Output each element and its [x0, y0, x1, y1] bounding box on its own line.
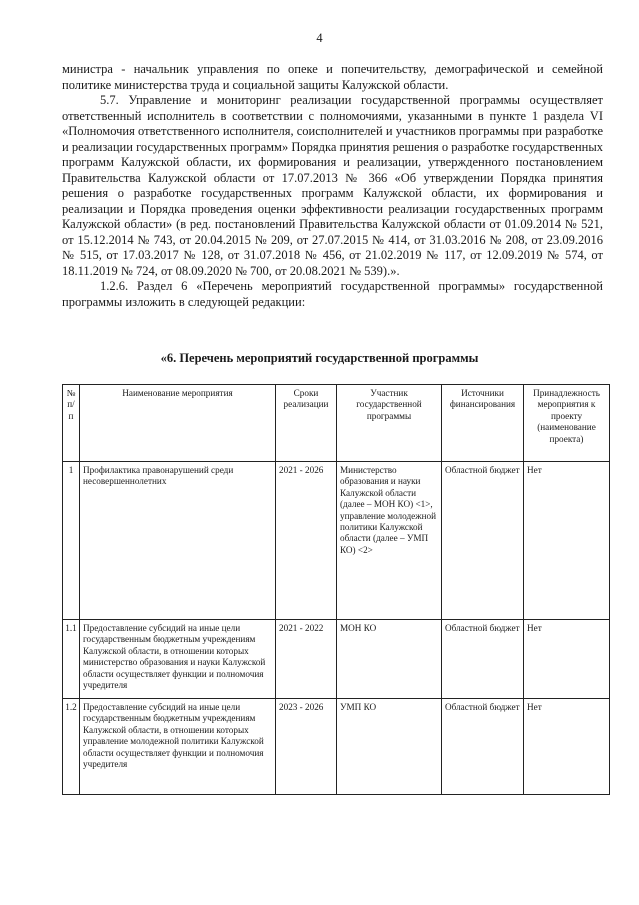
cell-period: 2021 - 2026 — [276, 462, 337, 620]
paragraph-1-2-6: 1.2.6. Раздел 6 «Перечень мероприятий государственной программы» государственной программы изложить в следующей редакции: — [62, 279, 603, 309]
cell-num: 1.2 — [63, 699, 80, 795]
cell-period: 2021 - 2022 — [276, 620, 337, 699]
document-body — [62, 62, 603, 310]
cell-project: Нет — [524, 620, 610, 699]
measures-table — [62, 384, 610, 795]
cell-participant: УМП КО — [337, 699, 442, 795]
cell-name: Предоставление субсидий на иные цели государственным бюджетным учреждениям Калужской области, в отношении которых управление молодежной политики Калужской области осуществляет функции и полномочия учредителя — [80, 699, 276, 795]
paragraph-5-7: 5.7. Управление и мониторинг реализации государственной программы осуществляет ответственный исполнитель в соответствии с полномочиями, указанными в пункте 1 раздела VI «Полномочия ответственного исполнителя, соисполнителей и участников программы при разработке и реализации государственных программ» Порядка принятия решения о разработке государственных программ Калужской области, их формирования и реализации, утвержденного постановлением Правительства Калужской области от 17.07.2013 № 366 «Об утверждении Порядка принятия решения о разработке государственных программ Калужской области, их формирования и реализации и Порядка проведения оценки эффективности реализации государственных программ Калужской области» (в ред. постановлений Правительства Калужской области от 01.09.2014 № 521, от 15.12.2014 № 743, от 20.04.2015 № 209, от 27.07.2015 № 414, от 31.03.2016 № 208, от 23.09.2016 № 515, от 17.03.2017 № 128, от 31.07.2018 № 456, от 21.02.2019 № 117, от 12.09.2019 № 574, от 18.11.2019 № 724, от 08.09.2020 № 700, от 20.08.2021 № 539).». — [62, 93, 603, 278]
cell-participant: МОН КО — [337, 620, 442, 699]
table-row — [63, 699, 610, 795]
cell-name: Профилактика правонарушений среди несовершеннолетних — [80, 462, 276, 620]
header-name: Наименование мероприятия — [80, 385, 276, 462]
header-participant: Участник государственной программы — [337, 385, 442, 462]
table-row — [63, 620, 610, 699]
cell-source: Областной бюджет — [442, 462, 524, 620]
cell-name: Предоставление субсидий на иные цели государственным бюджетным учреждениям Калужской области, в отношении которых министерство образования и науки Калужской области осуществляет функции и полномочия учредителя — [80, 620, 276, 699]
section-title: «6. Перечень мероприятий государственной программы — [160, 351, 479, 365]
table-row — [63, 462, 610, 620]
header-source: Источники финансирования — [442, 385, 524, 462]
table-header-row — [63, 385, 610, 462]
paragraph-continuation: министра - начальник управления по опеке и попечительству, демографической и семейной политике министерства труда и социальной защиты Калужской области. — [62, 62, 603, 92]
cell-project: Нет — [524, 699, 610, 795]
header-num: № п/п — [63, 385, 80, 462]
cell-participant: Министерство образования и науки Калужской области (далее – МОН КО) <1>, управление молодежной политики Калужской области (далее – УМП КО) <2> — [337, 462, 442, 620]
cell-num: 1 — [63, 462, 80, 620]
cell-project: Нет — [524, 462, 610, 620]
cell-num: 1.1 — [63, 620, 80, 699]
cell-period: 2023 - 2026 — [276, 699, 337, 795]
header-project: Принадлежность мероприятия к проекту (наименование проекта) — [524, 385, 610, 462]
cell-source: Областной бюджет — [442, 620, 524, 699]
cell-source: Областной бюджет — [442, 699, 524, 795]
header-period: Сроки реализации — [276, 385, 337, 462]
page-number: 4 — [316, 31, 323, 45]
